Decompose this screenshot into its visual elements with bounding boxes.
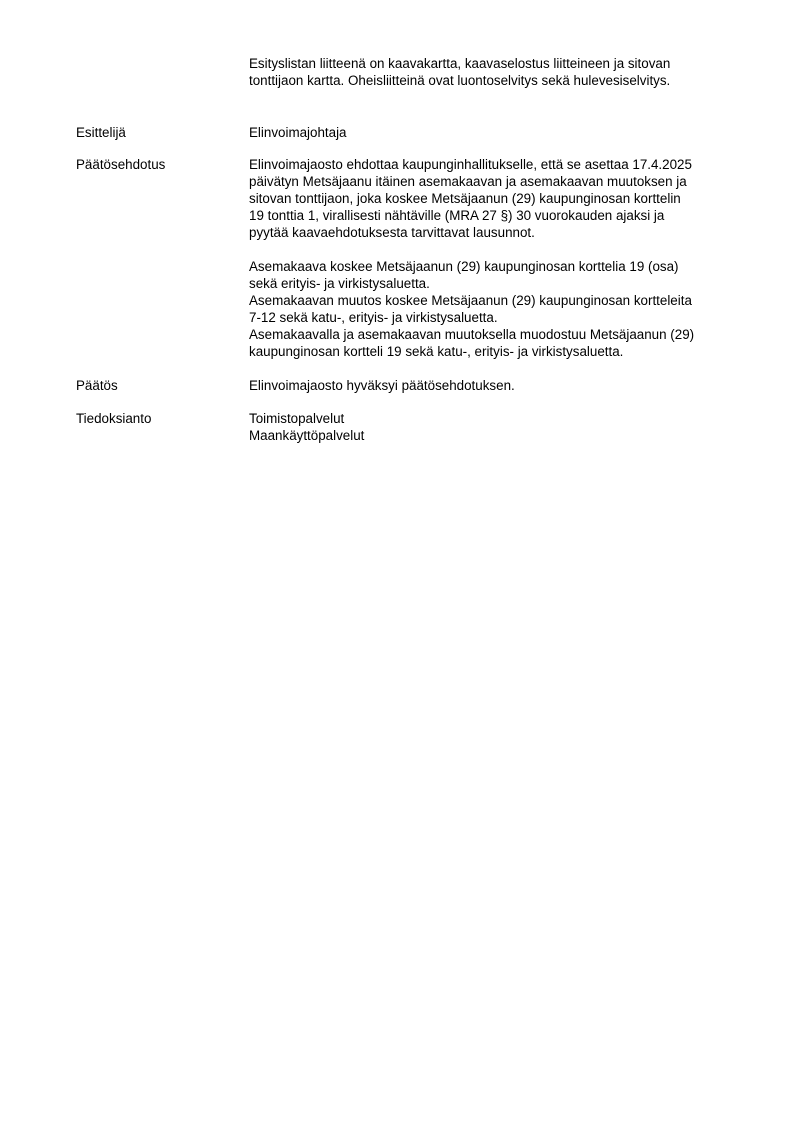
presenter-label: Esittelijä: [76, 125, 126, 140]
presenter-value: Elinvoimajohtaja: [249, 125, 347, 140]
proposal-line: Asemakaava koskee Metsäjaanun (29) kaupunginosan korttelia 19 (osa): [249, 259, 679, 274]
proposal-line: Elinvoimajaosto ehdottaa kaupunginhallitukselle, että se asettaa 17.4.2025: [249, 157, 692, 172]
proposal-line: sitovan tonttijaon, joka koskee Metsäjaanun (29) kaupunginosan korttelin: [249, 191, 681, 206]
intro-line: tonttijaon kartta. Oheisliitteinä ovat luontoselvitys sekä hulevesiselvitys.: [249, 73, 671, 88]
proposal-line: pyytää kaavaehdotuksesta tarvittavat lausunnot.: [249, 225, 535, 240]
decision-label: Päätös: [76, 378, 118, 393]
proposal-line: 19 tonttia 1, virallisesti nähtäville (MRA 27 §) 30 vuorokauden ajaksi ja: [249, 208, 665, 223]
proposal-line: sekä erityis- ja virkistysaluetta.: [249, 276, 430, 291]
proposal-label: Päätösehdotus: [76, 157, 166, 172]
notice-recipient: Toimistopalvelut: [249, 411, 345, 426]
proposal-line: 7-12 sekä katu-, erityis- ja virkistysaluetta.: [249, 310, 498, 325]
proposal-line: Asemakaavan muutos koskee Metsäjaanun (29) kaupunginosan kortteleita: [249, 293, 692, 308]
decision-value: Elinvoimajaosto hyväksyi päätösehdotuksen.: [249, 378, 515, 393]
notice-label: Tiedoksianto: [76, 411, 152, 426]
notice-recipient: Maankäyttöpalvelut: [249, 428, 365, 443]
paragraph-gap: [249, 241, 749, 258]
proposal-line: päivätyn Metsäjaanu itäinen asemakaavan ja asemakaavan muutoksen ja: [249, 174, 687, 189]
proposal-line: kaupunginosan kortteli 19 sekä katu-, erityis- ja virkistysaluetta.: [249, 344, 624, 359]
intro-text: [249, 55, 749, 89]
intro-line: Esityslistan liitteenä on kaavakartta, kaavaselostus liitteineen ja sitovan: [249, 56, 671, 71]
proposal-text: [249, 156, 749, 360]
proposal-line: Asemakaavalla ja asemakaavan muutoksella muodostuu Metsäjaanun (29): [249, 327, 695, 342]
notice-recipients: [249, 410, 749, 444]
